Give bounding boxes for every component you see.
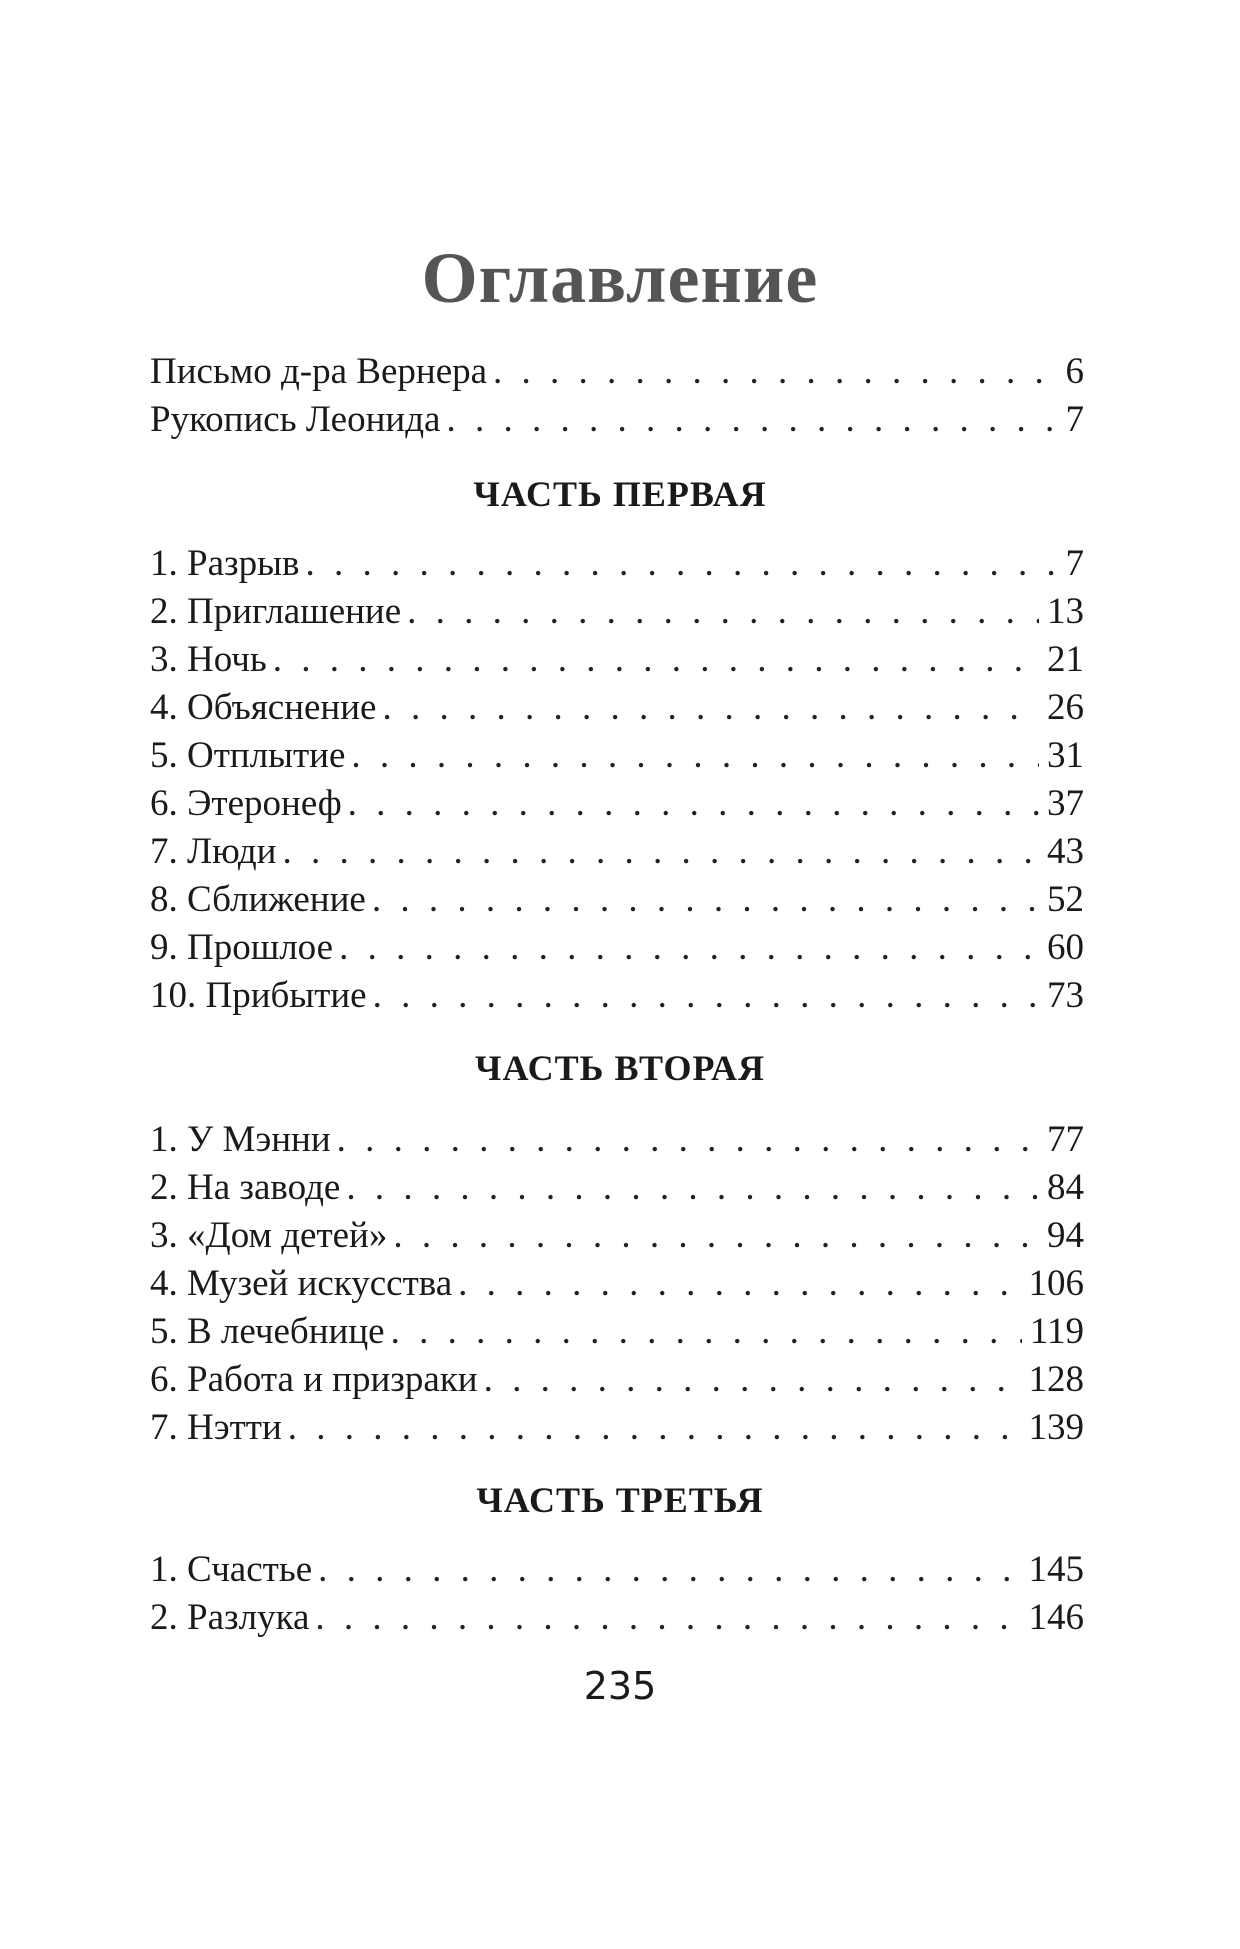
toc-entry-label: 1. Счастье (150, 1549, 313, 1590)
toc-entry (150, 828, 1084, 876)
toc-entry-label: 2. Разлука (150, 1597, 310, 1638)
toc-dot-leader (351, 732, 1039, 780)
toc-entry-page: 139 (1028, 1407, 1084, 1448)
toc-dot-leader (446, 396, 1057, 444)
part-heading: ЧАСТЬ ТРЕТЬЯ (476, 1480, 764, 1520)
toc-entry-page: 73 (1047, 975, 1084, 1016)
toc-entry-page: 94 (1047, 1215, 1084, 1256)
toc-entry (150, 1260, 1084, 1308)
toc-entry-page: 21 (1047, 639, 1084, 680)
toc-entry-page: 26 (1047, 687, 1084, 728)
toc-dot-leader (305, 540, 1057, 588)
toc-dot-leader (373, 972, 1039, 1020)
toc-entry-label: 7. Люди (150, 831, 277, 872)
toc-entry-label: 2. На заводе (150, 1167, 341, 1208)
toc-entry (150, 1594, 1084, 1642)
toc-entry (150, 636, 1084, 684)
toc-entry-page: 119 (1029, 1311, 1084, 1352)
toc-entry (150, 876, 1084, 924)
toc-part-3 (150, 1546, 1084, 1642)
toc-entry-label: 2. Приглашение (150, 591, 402, 632)
toc-entry-page: 6 (1065, 351, 1084, 392)
toc-dot-leader (273, 636, 1039, 684)
page-number: 235 (583, 1664, 657, 1708)
toc-entry (150, 924, 1084, 972)
toc-entry-page: 52 (1047, 879, 1084, 920)
toc-dot-leader (458, 1260, 1020, 1308)
toc-entry-label: 10. Прибытие (150, 975, 367, 1016)
toc-dot-leader (391, 1308, 1022, 1356)
toc-entry-page: 13 (1047, 591, 1084, 632)
toc-entry-page: 31 (1047, 735, 1084, 776)
toc-entry-label: 9. Прошлое (150, 927, 334, 968)
toc-dot-leader (493, 348, 1057, 396)
toc-dot-leader (484, 1356, 1021, 1404)
toc-entry-label: Рукопись Леонида (150, 399, 441, 440)
toc-entry (150, 588, 1084, 636)
toc-entry-label: 6. Работа и призраки (150, 1359, 478, 1400)
toc-entry-label: 8. Сближение (150, 879, 366, 920)
toc-entry-label: 3. «Дом детей» (150, 1215, 388, 1256)
toc-dot-leader (318, 1546, 1020, 1594)
toc-entry-label: 3. Ночь (150, 639, 267, 680)
toc-entry (150, 348, 1084, 396)
toc-entry-page: 145 (1028, 1549, 1084, 1590)
toc-part-2 (150, 1116, 1084, 1452)
toc-dot-leader (288, 1404, 1021, 1452)
toc-entry (150, 1116, 1084, 1164)
toc-entry (150, 1546, 1084, 1594)
toc-entry (150, 1404, 1084, 1452)
toc-entry-page: 43 (1047, 831, 1084, 872)
toc-entry (150, 1164, 1084, 1212)
toc-entry-page: 7 (1065, 543, 1084, 584)
toc-entry (150, 972, 1084, 1020)
toc-entry-page: 146 (1028, 1597, 1084, 1638)
toc-dot-leader (346, 1164, 1039, 1212)
toc-entry (150, 396, 1084, 444)
toc-entry-label: 5. В лечебнице (150, 1311, 385, 1352)
toc-entry (150, 1356, 1084, 1404)
page-title: Оглавление (421, 238, 819, 318)
toc-entry (150, 732, 1084, 780)
toc-entry (150, 684, 1084, 732)
toc-entry-label: 6. Этеронеф (150, 783, 342, 824)
toc-entry-label: 1. Разрыв (150, 543, 300, 584)
toc-dot-leader (382, 684, 1039, 732)
toc-dot-leader (337, 1116, 1039, 1164)
part-heading: ЧАСТЬ ВТОРАЯ (475, 1048, 765, 1088)
toc-entry-label: 5. Отплытие (150, 735, 346, 776)
toc-entry-label: Письмо д-ра Вернера (150, 351, 488, 392)
toc-dot-leader (315, 1594, 1020, 1642)
toc-entry (150, 1212, 1084, 1260)
toc-entry-label: 1. У Мэнни (150, 1119, 331, 1160)
toc-dot-leader (339, 924, 1039, 972)
toc-entry-page: 37 (1047, 783, 1084, 824)
toc-entry-label: 4. Музей искусства (150, 1263, 453, 1304)
toc-intro (150, 348, 1084, 444)
toc-entry (150, 780, 1084, 828)
toc-entry (150, 540, 1084, 588)
part-heading: ЧАСТЬ ПЕРВАЯ (473, 474, 767, 514)
toc-part-1 (150, 540, 1084, 1020)
toc-entry-page: 7 (1065, 399, 1084, 440)
toc-entry-label: 7. Нэтти (150, 1407, 282, 1448)
toc-dot-leader (372, 876, 1039, 924)
toc-entry-label: 4. Объяснение (150, 687, 377, 728)
toc-entry-page: 128 (1028, 1359, 1084, 1400)
toc-dot-leader (348, 780, 1039, 828)
toc-dot-leader (407, 588, 1039, 636)
toc-dot-leader (282, 828, 1039, 876)
toc-entry-page: 106 (1028, 1263, 1084, 1304)
toc-entry-page: 60 (1047, 927, 1084, 968)
toc-dot-leader (393, 1212, 1039, 1260)
toc-entry-page: 77 (1047, 1119, 1084, 1160)
toc-entry (150, 1308, 1084, 1356)
toc-entry-page: 84 (1047, 1167, 1084, 1208)
